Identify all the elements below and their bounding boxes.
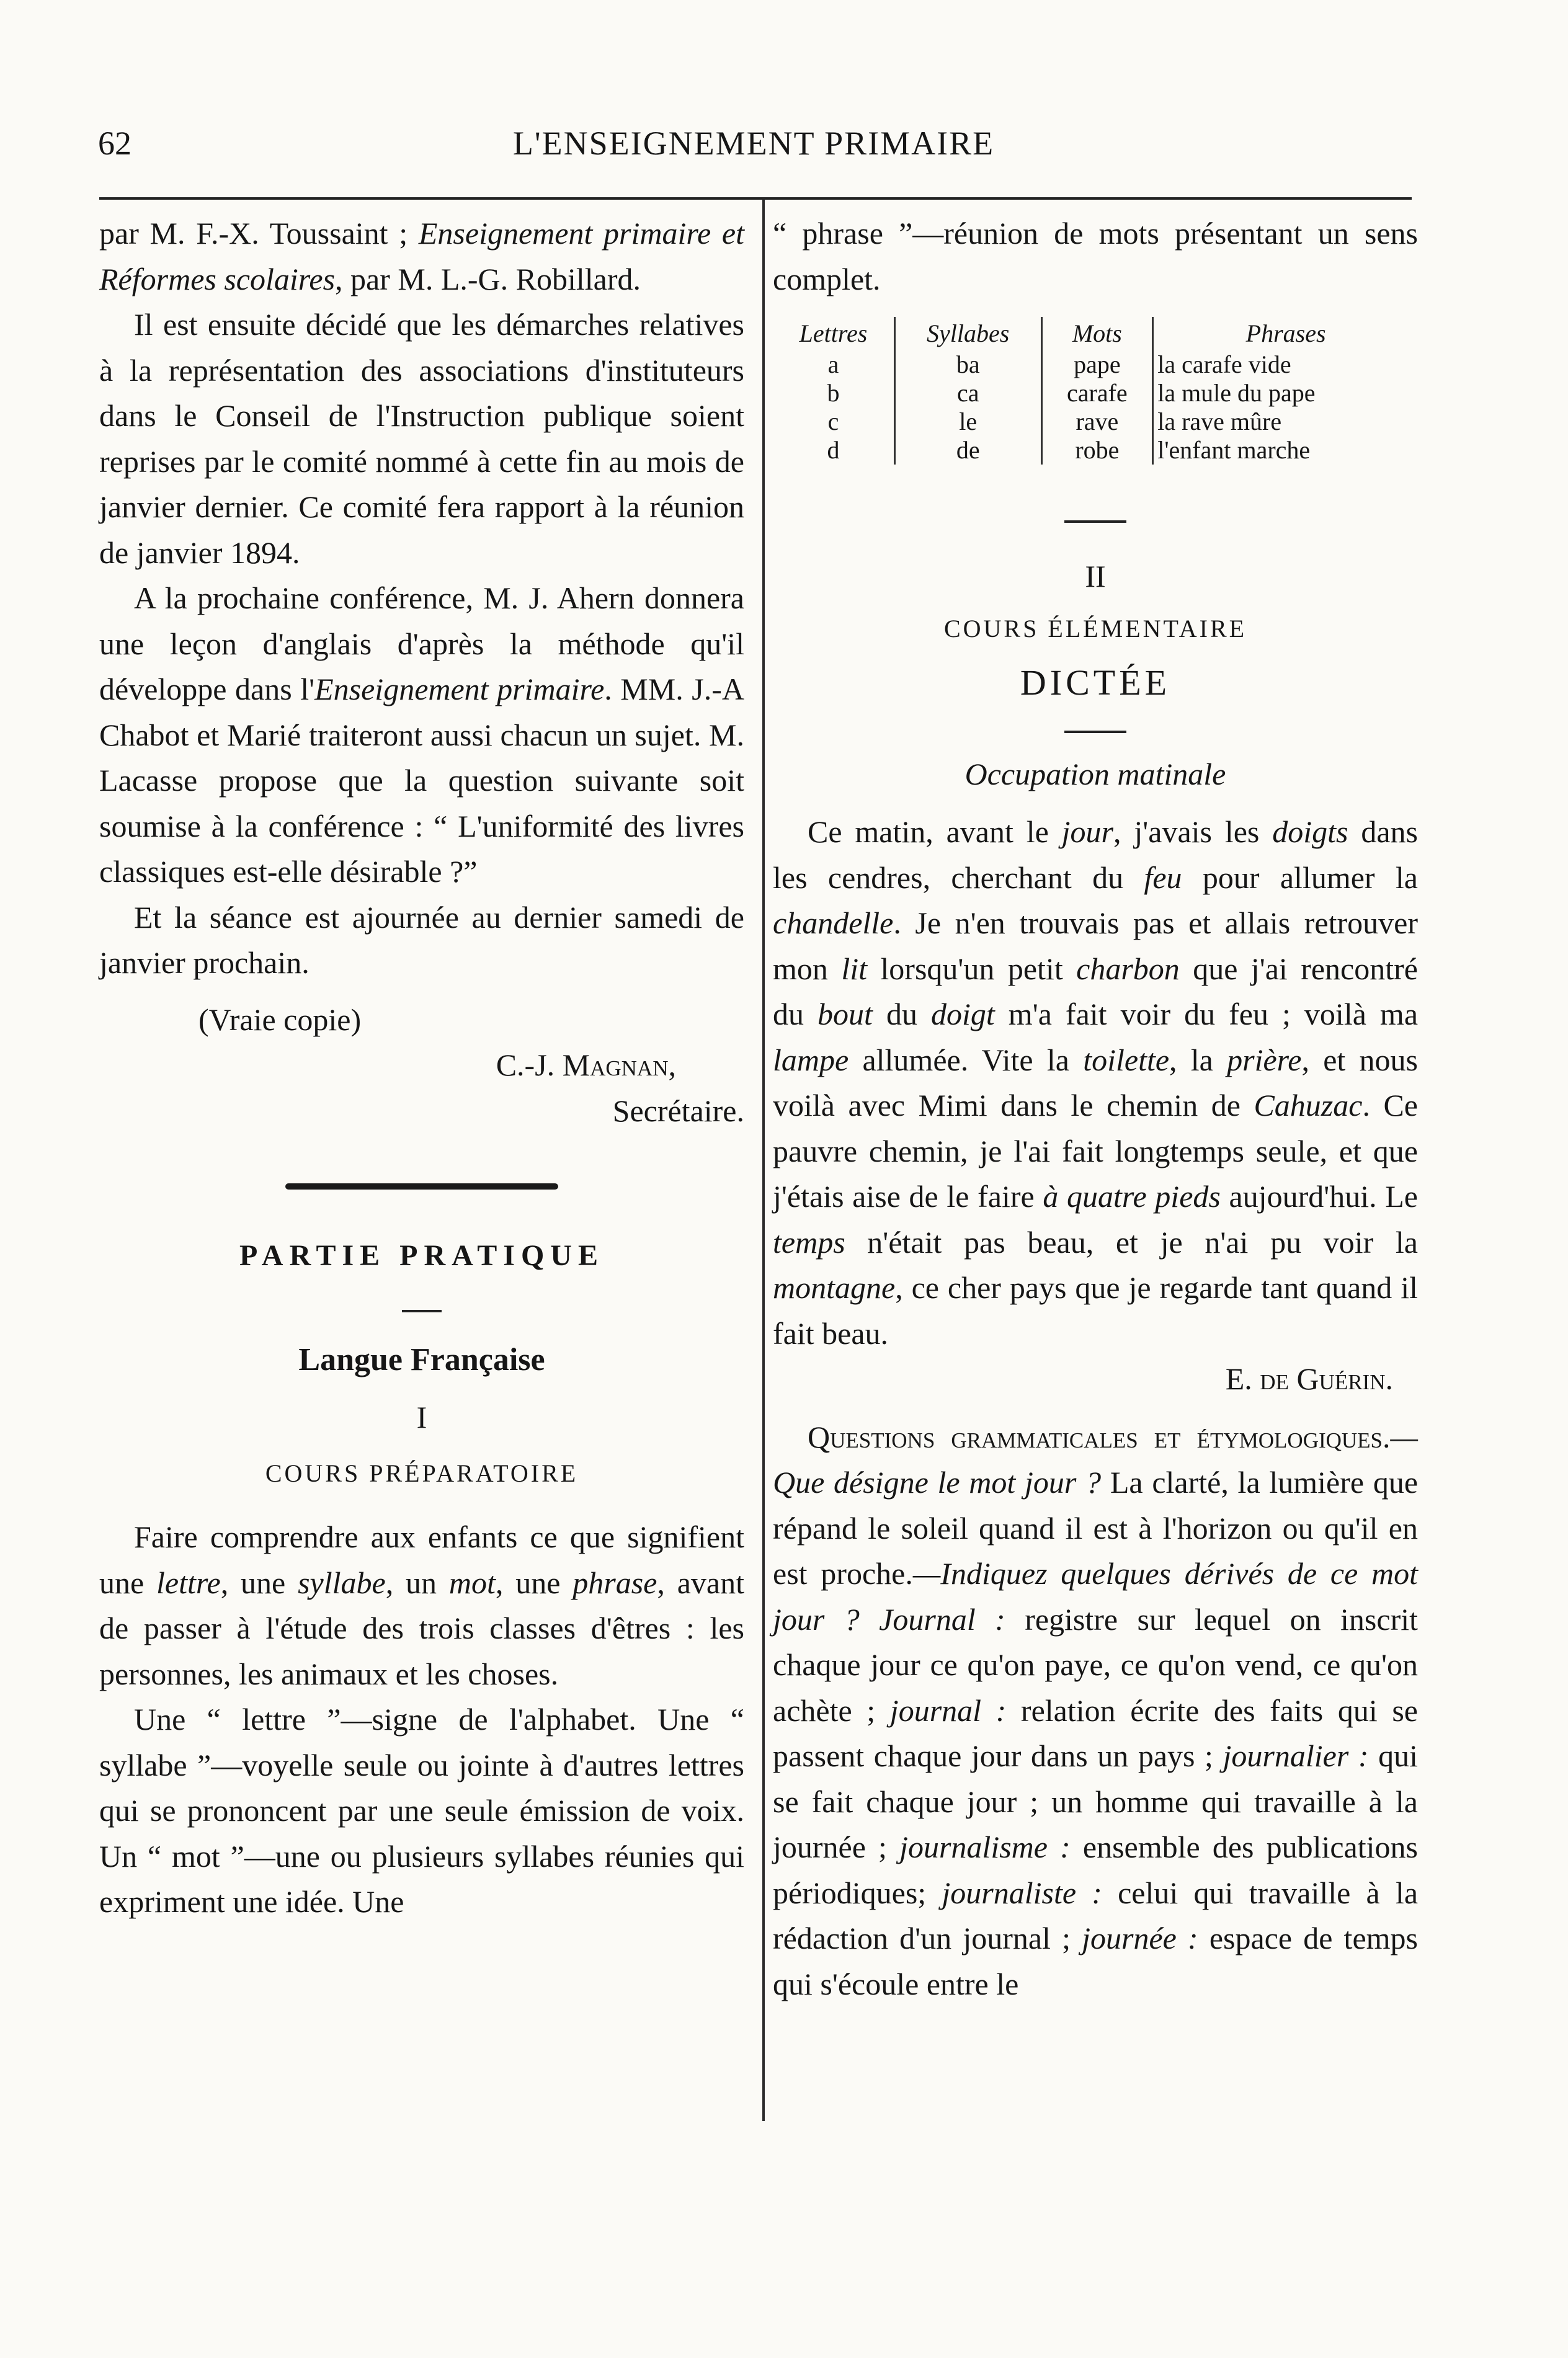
page-number: 62 (98, 125, 131, 162)
header-rule (99, 197, 1412, 200)
ornamental-rule (285, 1183, 558, 1190)
course-heading: COURS PRÉPARATOIRE (265, 1459, 579, 1487)
paragraph: “ phrase ”—réunion de mots présentant un sens complet. (773, 216, 1418, 296)
paragraph: Une “ lettre ”—signe de l'alphabet. Une “ syllabe ”—voyelle seule ou jointe à d'autres lettres qui se prononcent par une seule émission de voix. Un “ mot ”—une ou plusieurs syllabes réunies qui expriment une idée. Une (99, 1702, 744, 1919)
author-signature: E. de Guérin. (1225, 1361, 1393, 1396)
table-header: Mots (1041, 317, 1153, 350)
paragraph: A la prochaine conférence, M. J. Ahern donnera une leçon d'anglais d'après la méthode qu'il développe dans l'Enseignement primaire. MM. J.-A Chabot et Marié traiteront aussi chacun un sujet. M. Lacasse propose que la question suivante soit soumise à la conférence : “ L'uniformité des livres classiques est-elle désirable ?” (99, 581, 744, 889)
examples-table (773, 317, 1418, 465)
subsection-title: Langue Française (298, 1341, 545, 1377)
signature-name: C.-J. Magnan, (496, 1048, 676, 1082)
column-divider (762, 198, 765, 2121)
paragraph: Faire comprendre aux enfants ce que signifient une lettre, une syllabe, un mot, une phrase, avant de passer à l'étude des trois classes d'êtres : les personnes, les animaux et les choses. (99, 1519, 744, 1691)
section-title: PARTIE PRATIQUE (239, 1239, 604, 1272)
signature-title: Secrétaire. (612, 1093, 744, 1128)
dictee-heading: DICTÉE (1020, 662, 1171, 703)
dictee-text: Ce matin, avant le jour, j'avais les doigts dans les cendres, cherchant du feu pour allumer la chandelle. Je n'en trouvais pas et allais retrouver mon lit lorsqu'un petit charbon que j'ai rencontré du bout du doigt m'a fait voir du feu ; voilà ma lampe allumée. Vite la toilette, la prière, et nous voilà avec Mimi dans le chemin de Cahuzac. Ce pauvre chemin, je l'ai fait longtemps seule, et que j'étais aise de le faire à quatre pieds aujourd'hui. Le temps n'était pas beau, et je n'ai pu voir la montagne, ce cher pays que je regarde tant quand il fait beau. (773, 814, 1419, 1351)
table-row: b ca carafe la mule du pape (773, 379, 1418, 407)
left-column (99, 211, 744, 1925)
roman-numeral: I (416, 1400, 427, 1435)
table-row: c le rave la rave mûre (773, 407, 1418, 436)
page-header (93, 118, 1414, 174)
copy-note: (Vraie copie) (198, 1002, 362, 1037)
paragraph: par M. F.-X. Toussaint ; Enseignement primaire et Réformes scolaires, par M. L.-G. Robillard. (99, 216, 745, 296)
table-header: Phrases (1245, 319, 1326, 347)
running-title: L'ENSEIGNEMENT PRIMAIRE (512, 125, 995, 162)
questions-paragraph: Questions grammaticales et étymologiques.—Que désigne le mot jour ? La clarté, la lumière que répand le soleil quand il est à l'horizon ou qu'il en est proche.—Indiquez quelques dérivés de ce mot jour ? Journal : registre sur lequel on inscrit chaque jour ce qu'on paye, ce qu'on vend, ce qu'on achète ; journal : relation écrite des faits qui se passent chaque jour dans un pays ; journalier : qui se fait chaque jour ; un homme qui travaille à la journée ; journalisme : ensemble des publications périodiques; journaliste : celui qui travaille à la rédaction d'un journal ; journée : espace de temps qui s'écoule entre le (773, 1419, 1419, 2001)
paragraph: Et la séance est ajournée au dernier samedi de janvier prochain. (99, 899, 744, 980)
dictee-title: Occupation matinale (964, 756, 1226, 791)
paragraph: Il est ensuite décidé que les démarches relatives à la représentation des associations d'instituteurs dans le Conseil de l'Instruction publique soient reprises par le comité nommé à cette fin au mois de janvier dernier. Ce comité fera rapport à la réunion de janvier 1894. (99, 307, 744, 570)
roman-numeral: II (1085, 559, 1106, 594)
table-row: d de robe l'enfant marche (773, 436, 1418, 465)
table-row: a ba pape la carafe vide (773, 350, 1418, 379)
table-header: Lettres (773, 317, 894, 350)
right-column (773, 211, 1418, 2007)
course-heading: COURS ÉLÉMENTAIRE (943, 614, 1247, 643)
table-header: Syllabes (894, 317, 1041, 350)
